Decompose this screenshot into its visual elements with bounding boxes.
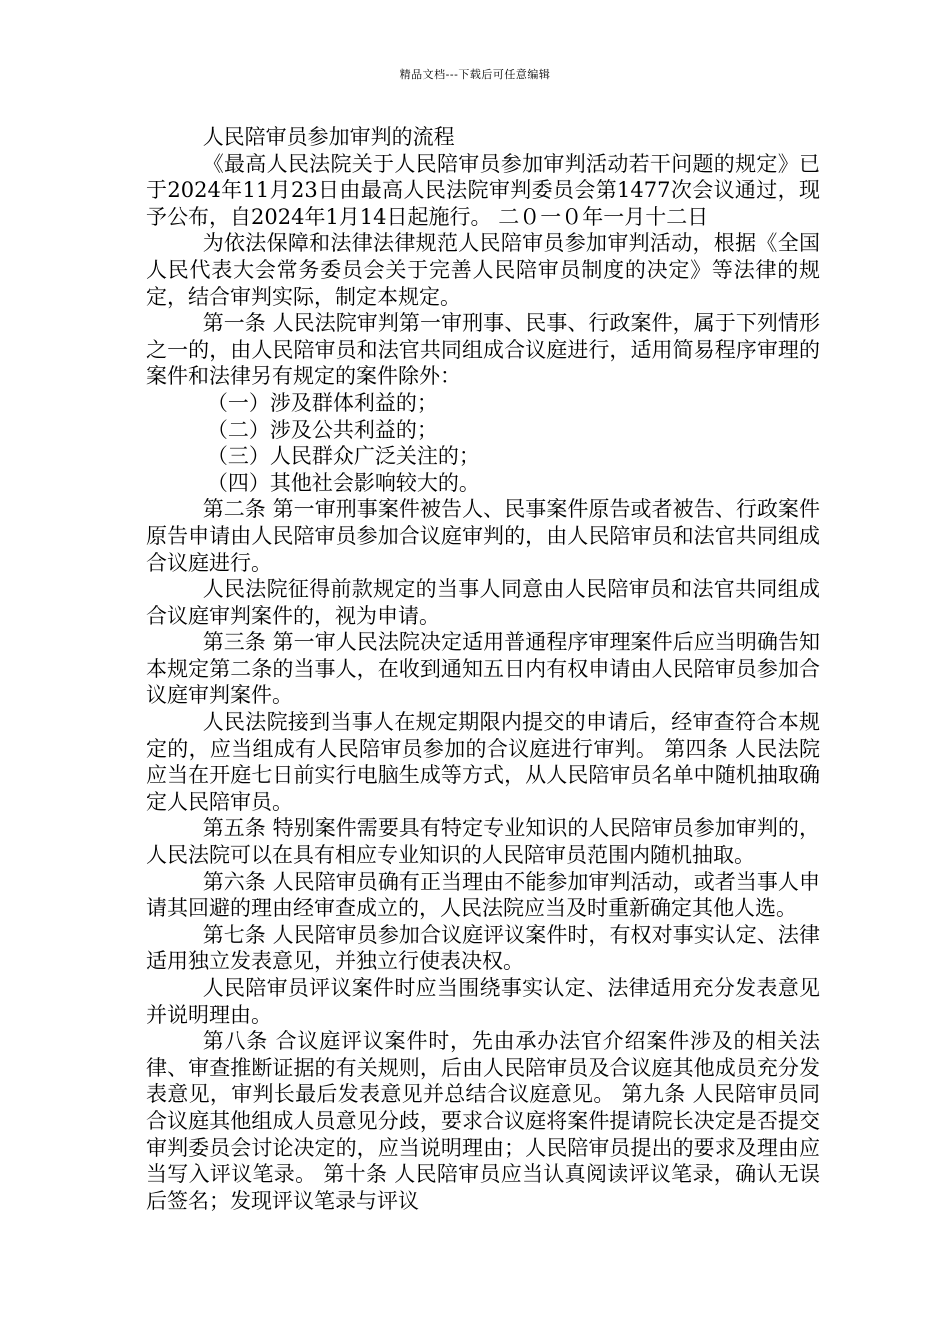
document-body [146, 124, 820, 1214]
list-item: （三）人民群众广泛关注的； [206, 444, 480, 469]
paragraph: 第二条 第一审刑事案件被告人、民事案件原告或者被告、行政案件原告申请由人民陪审员参加合议庭审判的，由人民陪审员和法官共同组成合议庭进行。 [146, 497, 820, 575]
list-item: （二）涉及公共利益的； [206, 417, 438, 442]
paragraph: 第六条 人民陪审员确有正当理由不能参加审判活动，或者当事人申请其回避的理由经审查成立的，人民法院应当及时重新确定其他人选。 [146, 869, 820, 921]
paragraph: 《最高人民法院关于人民陪审员参加审判活动若干问题的规定》已于2024年11月23日由最高人民法院审判委员会第1477次会议通过，现予公布，自2024年1月14日起施行。 二０一０年一月十二日 [146, 151, 820, 229]
paragraph: 第五条 特别案件需要具有特定专业知识的人民陪审员参加审判的，人民法院可以在具有相应专业知识的人民陪审员范围内随机抽取。 [146, 816, 820, 868]
paragraph: 第一条 人民法院审判第一审刑事、民事、行政案件，属于下列情形之一的，由人民陪审员和法官共同组成合议庭进行，适用简易程序审理的案件和法律另有规定的案件除外： [146, 311, 820, 389]
document-title: 人民陪审员参加审判的流程 [202, 125, 455, 149]
paragraph: 第三条 第一审人民法院决定适用普通程序审理案件后应当明确告知本规定第二条的当事人，在收到通知五日内有权申请由人民陪审员参加合议庭审判案件。 [146, 630, 820, 708]
paragraph: 人民陪审员评议案件时应当围绕事实认定、法律适用充分发表意见并说明理由。 [146, 976, 820, 1027]
paragraph: 为依法保障和法律法律规范人民陪审员参加审判活动，根据《全国人民代表大会常务委员会关于完善人民陪审员制度的决定》等法律的规定，结合审判实际，制定本规定。 [146, 231, 820, 309]
paragraph: 人民法院征得前款规定的当事人同意由人民陪审员和法官共同组成合议庭审判案件的，视为申请。 [146, 577, 820, 628]
list-item: （一）涉及群体利益的； [206, 390, 438, 415]
page-header: 精品文档---下载后可任意编辑 [399, 68, 551, 81]
paragraph: 人民法院接到当事人在规定期限内提交的申请后，经审查符合本规定的，应当组成有人民陪审员参加的合议庭进行审判。 第四条 人民法院应当在开庭七日前实行电脑生成等方式，从人民陪审员名单中随机抽取确定人民陪审员。 [146, 710, 820, 814]
paragraph: 第八条 合议庭评议案件时，先由承办法官介绍案件涉及的相关法律、审查推断证据的有关规则，后由人民陪审员及合议庭其他成员充分发表意见，审判长最后发表意见并总结合议庭意见。 第九条 人民陪审员同合议庭其他组成人员意见分歧，要求合议庭将案件提请院长决定是否提交审判委员会讨论决定的，应当说明理由；人民陪审员提出的要求及理由应当写入评议笔录。 第十条 人民陪审员应当认真阅读评议笔录，确认无误后签名；发现评议笔录与评议 [146, 1029, 820, 1213]
paragraph: 第七条 人民陪审员参加合议庭评议案件时，有权对事实认定、法律适用独立发表意见，并独立行使表决权。 [146, 922, 820, 974]
list-item: （四）其他社会影响较大的。 [206, 470, 480, 495]
